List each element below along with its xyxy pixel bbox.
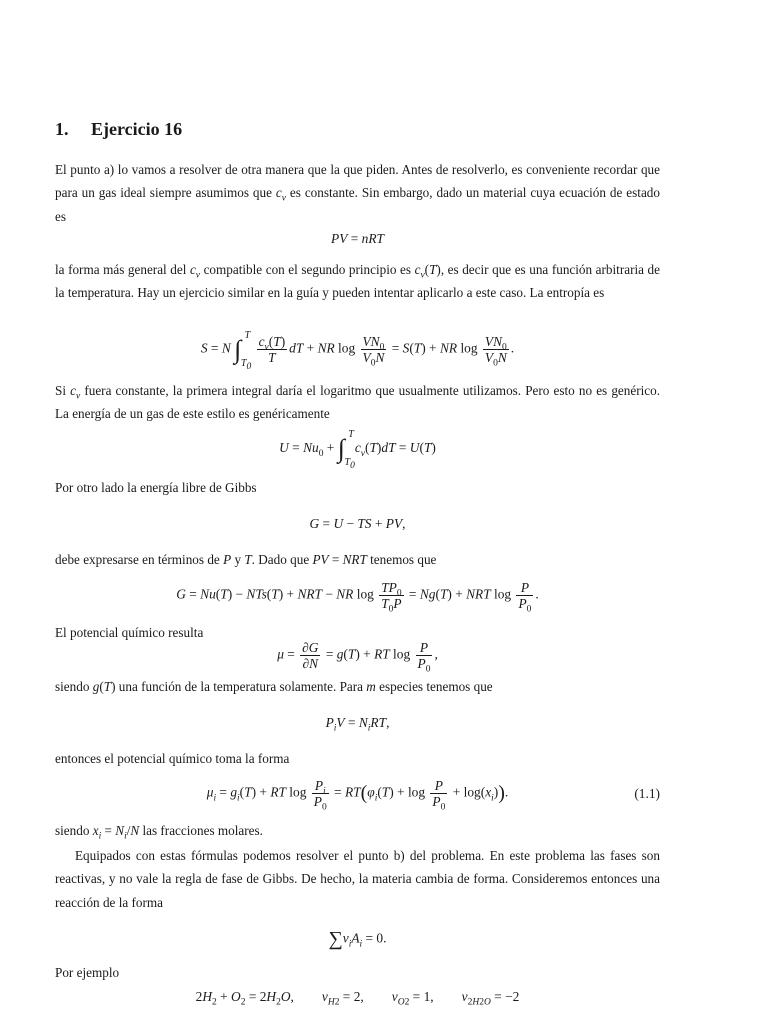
equation-example: $2H_2 + O_2 = 2H_2O$, $\nu_{H2} = 2$, $\nu_{O2} = 1$, $\nu_{2H2O} = -2$ — [195, 989, 520, 1008]
equation-reaction: $\sum\nu_iA_i = 0$. — [328, 928, 387, 950]
paragraph-5: debe expresarse en términos de P y T. Dado que PV = NRT tenemos que — [55, 552, 437, 567]
equation-chem-potential: μ = $\frac{\partial G}{\partial N}$ = g(T) + RT log $\frac{P}{P_0}$ , — [277, 640, 438, 675]
paragraph-2: la forma más general del $c_v$ compatible con el segundo principio es $c_v(T)$, es decir que es una función arbitraria de la temperatura. Hay un ejercicio similar en la guía y pueden intentar aplicarlo a este caso. La entropía es — [55, 262, 660, 301]
paragraph-1: El punto a) lo vamos a resolver de otra manera que la que piden. Antes de resolverlo, es conveniente recordar que para un gas ideal siempre asumimos que $c_v$ es constante. Sin embargo, dado un material cuya ecuación de estado es — [55, 162, 660, 224]
section-number: 1. — [55, 119, 69, 139]
paragraph-3: Si $c_v$ fuera constante, la primera integral daría el logaritmo que usualmente utilizamos. Pero esto no es genérico. La energía de un gas de este estilo es genéricamente — [55, 383, 661, 422]
paragraph-10: Equipados con estas fórmulas podemos resolver el punto b) del problema. En este problema las fases son reactivas, y no vale la regla de fase de Gibbs. De hecho, la materia cambia de forma. Consideremos entonces una reacción de la forma — [55, 848, 660, 910]
paragraph-8: entonces el potencial químico toma la forma — [55, 751, 290, 766]
equation-entropy: S = N ∫ T $T_0$ $\frac{c_v(T)}{T}$ dT + NR log $\frac{VN_0}{V_0N}$ = S(T) + NR log $\frac{VN_0}{V_0N}$ . — [200, 329, 515, 372]
paragraph-6: El potencial químico resulta — [55, 625, 204, 640]
paragraph-7: siendo g(T) una función de la temperatura solamente. Para m especies tenemos que — [55, 679, 493, 694]
equation-state: PV = nRT — [331, 231, 384, 246]
equation-chem-potential-i: $\mu_i = g_i(T)$ + RT log $\frac{P_i}{P_0}$ = $RT(\varphi_i(T) + \log$ $\frac{P}{P_0}$ + $\log(x_i)$). (1.1) — [206, 778, 660, 813]
paragraph-4: Por otro lado la energía libre de Gibbs — [55, 480, 257, 495]
equation-energy: $U = Nu_0$ + ∫ T $T_0$ $c_v(T)dT = U(T)$ — [279, 429, 436, 471]
section-heading — [55, 119, 182, 140]
equation-gibbs-expanded: G = Nu(T) − NTs(T) + NRT − NR log $\frac{TP_0}{T_0P}$ = Ng(T) + NRT log $\frac{P}{P_0}$ . — [176, 580, 539, 615]
paragraph-11: Por ejemplo — [55, 965, 120, 980]
equation-number: (1.1) — [634, 785, 660, 801]
equation-gibbs: G = U − TS + PV, — [309, 516, 406, 531]
equation-partial-pressure: $P_iV = N_iRT$, — [325, 715, 390, 734]
section-title: Ejercicio 16 — [91, 119, 183, 139]
paragraph-9: siendo $x_i = N_i/N$ las fracciones molares. — [55, 823, 263, 842]
